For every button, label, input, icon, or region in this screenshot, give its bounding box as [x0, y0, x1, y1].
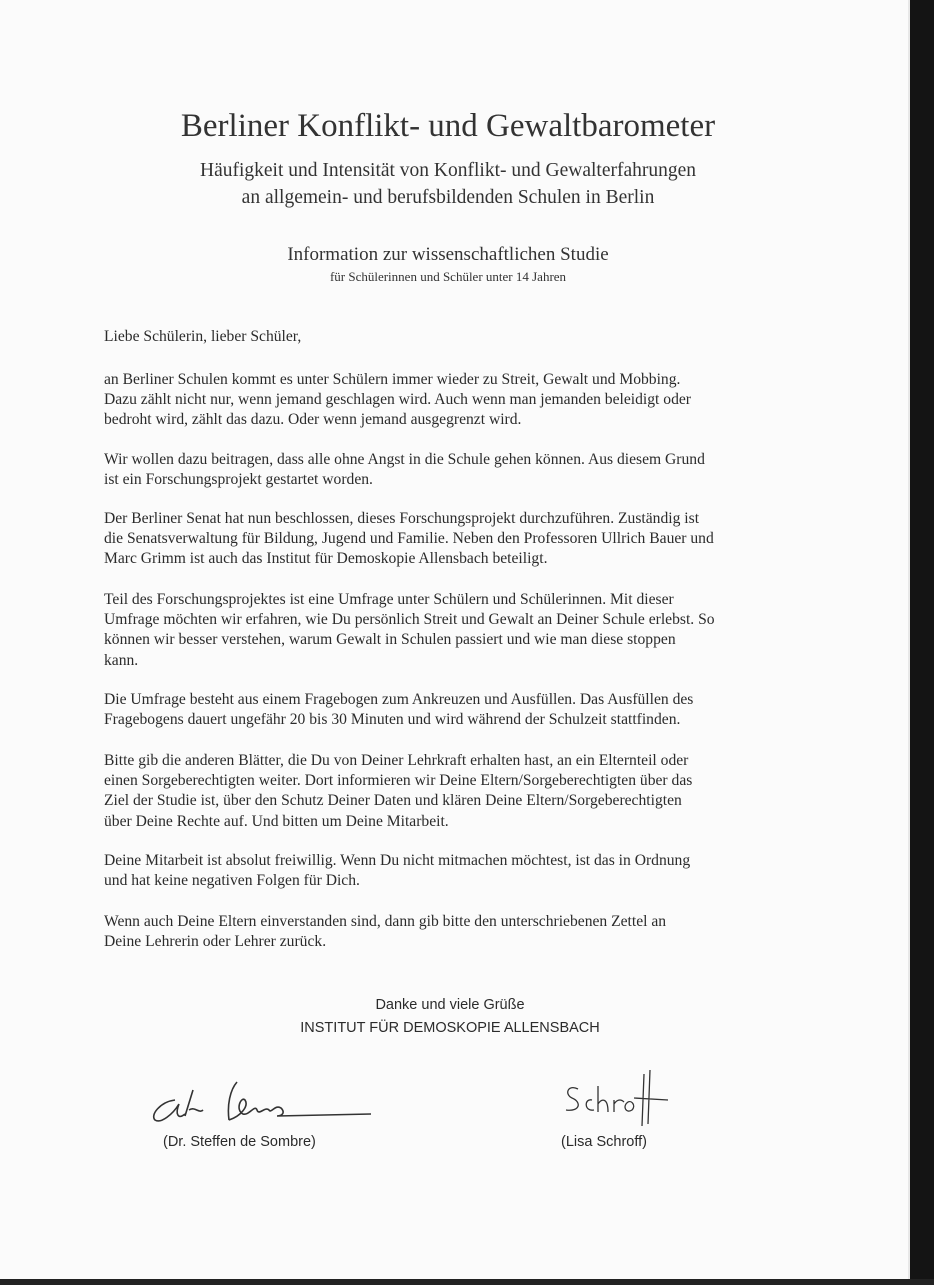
subtitle-line: an allgemein- und berufsbildenden Schulen in Berlin	[241, 187, 655, 208]
paragraph	[104, 370, 804, 431]
line: Bitte gib die anderen Blätter, die Du von Deiner Lehrkraft erhalten hast, an ein Elternteil oder	[104, 752, 689, 769]
paragraph	[104, 590, 804, 671]
line: Fragebogens dauert ungefähr 20 bis 30 Minuten und wird während der Schulzeit stattfinden.	[104, 711, 681, 729]
paragraph	[104, 450, 804, 490]
line: Die Umfrage besteht aus einem Fragebogen zum Ankreuzen und Ausfüllen. Das Ausfüllen des	[104, 691, 694, 708]
paragraph	[104, 751, 804, 832]
line: bedroht wird, zählt das dazu. Oder wenn jemand ausgegrenzt wird.	[104, 411, 522, 429]
line: können wir besser verstehen, warum Gewalt in Schulen passiert und wie man diese stoppen	[104, 631, 676, 649]
line: an Berliner Schulen kommt es unter Schülern immer wieder zu Streit, Gewalt und Mobbing.	[104, 371, 681, 388]
info-subtitle: für Schülerinnen und Schüler unter 14 Jahren	[329, 269, 567, 284]
signatory-name: (Lisa Schroff)	[561, 1134, 647, 1150]
info-title: Information zur wissenschaftlichen Studie	[287, 244, 609, 265]
line: Wenn auch Deine Eltern einverstanden sind, dann gib bitte den unterschriebenen Zettel an	[104, 913, 667, 930]
paragraph	[104, 690, 804, 730]
document-subtitle	[0, 157, 896, 211]
scan-border-right	[910, 0, 934, 1285]
line: Marc Grimm ist auch das Institut für Demoskopie Allensbach beteiligt.	[104, 550, 548, 568]
paragraph	[104, 509, 804, 570]
line: Teil des Forschungsprojektes ist eine Umfrage unter Schülern und Schülerinnen. Mit dieser	[104, 591, 674, 608]
paragraph	[104, 912, 804, 952]
line: und hat keine negativen Folgen für Dich.	[104, 872, 360, 890]
signature-schroff	[560, 1064, 675, 1134]
line: Deine Lehrerin oder Lehrer zurück.	[104, 933, 327, 951]
line: kann.	[104, 651, 139, 669]
line: Ziel der Studie ist, über den Schutz Deiner Daten und klären Deine Eltern/Sorgeberechtigten	[104, 792, 682, 810]
line: Umfrage möchten wir erfahren, wie Du persönlich Streit und Gewalt an Deiner Schule erlebst. So	[104, 611, 715, 629]
line: ist ein Forschungsprojekt gestartet worden.	[104, 471, 373, 489]
scan-border-bottom	[0, 1279, 934, 1285]
line: Dazu zählt nicht nur, wenn jemand geschlagen wird. Auch wenn man jemanden beleidigt oder	[104, 391, 691, 409]
closing	[240, 994, 660, 1040]
line: die Senatsverwaltung für Bildung, Jugend und Familie. Neben den Professoren Ullrich Bauer und	[104, 530, 714, 548]
line: Der Berliner Senat hat nun beschlossen, dieses Forschungsprojekt durchzuführen. Zuständig ist	[104, 510, 700, 527]
line: Wir wollen dazu beitragen, dass alle ohne Angst in die Schule gehen können. Aus diesem Grund	[104, 451, 705, 468]
line: Deine Mitarbeit ist absolut freiwillig. Wenn Du nicht mitmachen möchtest, ist das in Ordnung	[104, 852, 691, 869]
closing-greeting: Danke und viele Grüße	[375, 997, 525, 1013]
document-title: Berliner Konflikt- und Gewaltbarometer	[180, 108, 716, 144]
salutation: Liebe Schülerin, lieber Schüler,	[104, 328, 302, 345]
subtitle-line: Häufigkeit und Intensität von Konflikt- und Gewalterfahrungen	[199, 160, 697, 181]
signatory-name: (Dr. Steffen de Sombre)	[163, 1134, 316, 1150]
paragraph	[104, 851, 804, 891]
closing-institute: INSTITUT FÜR DEMOSKOPIE ALLENSBACH	[300, 1020, 600, 1036]
line: einen Sorgeberechtigten weiter. Dort informieren wir Deine Eltern/Sorgeberechtigten über das	[104, 772, 693, 790]
signature-de-sombre	[145, 1070, 385, 1135]
line: über Deine Rechte auf. Und bitten um Deine Mitarbeit.	[104, 812, 449, 830]
